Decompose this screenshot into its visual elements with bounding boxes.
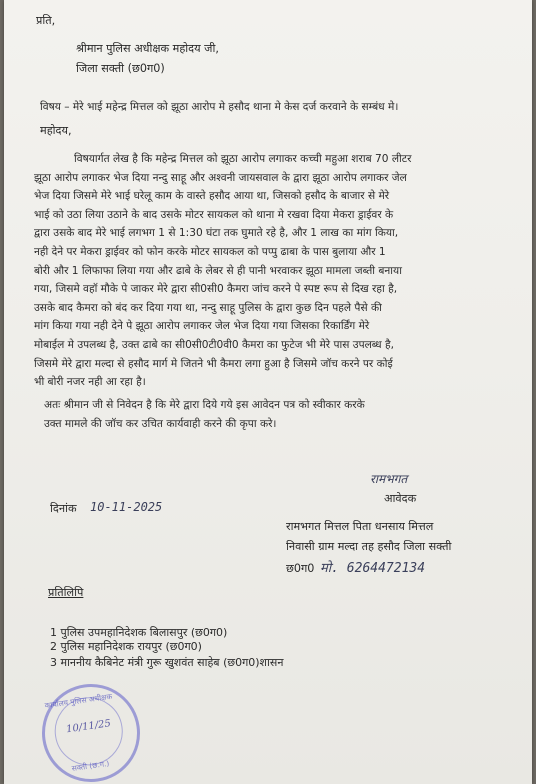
text-line: झूठा आरोप लगाकर भेज दिया नन्दु साहू और अश्वनी जायसवाल के द्वारा झूठा आरोप लगाकर जेल <box>34 171 407 184</box>
request-paragraph <box>44 396 512 433</box>
text-line: भेज दिया जिसमे मेरे भाई घरेलू काम के वास्ते हसौद आया था, जिसको हसौद के बाजार से मेरे <box>34 190 390 203</box>
applicant-name-line: रामभगत मित्तल पिता धनसाय मित्तल <box>286 520 434 533</box>
copy-to-item: 2 पुलिस महानिदेशक रायपुर (छ0ग0) <box>50 640 202 653</box>
date-label: दिनांक <box>50 502 77 515</box>
subject-line: विषय – मेरे भाई महेन्द्र मित्तल को झूठा आरोप मे हसौद थाना मे केस दर्ज करवाने के सम्बंध मे। <box>40 101 399 113</box>
text-line: नही देने पर मेकरा ड्राईवर को फोन करके मोटर सायकल को पप्पु ढाबा के पास बुलाया और 1 <box>34 245 386 258</box>
date-value: 10-11-2025 <box>90 500 163 514</box>
text-line: गया, जिसमे वहॉ मौके पे जाकर मेरे द्वारा सी0सी0 कैमरा जांच करने पे स्पष्ट रूप से दिख रहा है, <box>34 283 398 296</box>
letter-page <box>4 0 532 784</box>
text-line: मोबाईल मे उपलब्ध है, उक्त ढाबे का सी0सी0टी0वी0 कैमरा का फुटेज भी मेरे पास उपलब्ध है, <box>34 338 395 351</box>
body-paragraph <box>34 150 512 392</box>
applicant-mobile: मो. 6264472134 <box>320 561 426 576</box>
text-line: भाई को उठा लिया उठाने के बाद उसके मोटर सायकल को थाना मे रखवा दिया मेकरा ड्राईवर के <box>34 208 394 221</box>
stamp-ring-text-top: कार्यालय पुलिस अधीक्षक <box>44 691 113 711</box>
applicant-state: छ0ग0 <box>286 562 315 575</box>
applicant-address-line: निवासी ग्राम मल्दा तह हसौद जिला सक्ती <box>286 540 452 553</box>
text-line: अतः श्रीमान जी से निवेदन है कि मेरे द्वारा दिये गये इस आवेदन पत्र को स्वीकार करके <box>44 399 365 411</box>
text-line: जिसमे मेरे द्वारा मल्दा से हसौद मार्ग मे जितने भी कैमरा लगा हुआ है जिसमे जॉच करने पर कोई <box>34 357 393 370</box>
stamp-ring-text-bottom: सक्ती (छ.ग.) <box>71 758 110 773</box>
text-line: बोरी और 1 लिफाफा लिया गया और ढाबे के लेबर से ही पानी भरवाकर झूठा मामला जब्ती बनाया <box>34 264 402 277</box>
handwritten-signature: रामभगत <box>370 472 408 486</box>
addressee-line-2: जिला सक्ती (छ0ग0) <box>76 62 165 75</box>
copy-to-item: 1 पुलिस उपमहानिदेशक बिलासपुर (छ0ग0) <box>50 626 228 639</box>
copy-to-item: 3 माननीय कैबिनेट मंत्री गुरू खुशवंत साहेब (छ0ग0)शासन <box>50 656 284 669</box>
salutation: महोदय, <box>40 124 72 137</box>
applicant-role: आवेदक <box>384 492 417 505</box>
copy-to-heading: प्रतिलिपि <box>48 586 84 599</box>
stamp-handwriting: 10/11/25 <box>65 718 112 736</box>
text-line: मांग किया गया नही देने पे झूठा आरोप लगाकर जेल भेज दिया गया जिसका रिकार्डिंग मेरे <box>34 320 370 333</box>
text-line: उसके बाद कैमरा को बंद कर दिया गया था, नन्दु साहू पुलिस के द्वारा कुछ दिन पहले पैसे की <box>34 301 382 314</box>
text-line: भी बोरी नजर नही आ रहा है। <box>34 376 146 389</box>
text-line: उक्त मामले की जॉच कर उचित कार्यवाही करने की कृपा करे। <box>44 417 277 430</box>
text-line: विषयार्गत लेख है कि महेन्द्र मित्तल को झूठा आरोप लगाकर कच्ची महुआ शराब 70 लीटर <box>74 153 412 165</box>
received-stamp <box>36 678 147 784</box>
text-line: द्वारा उसके बाद मेरे भाई लगभग 1 से 1:30 घंटा तक घुमाते रहे है, और 1 लाख का मांग किया, <box>34 227 399 240</box>
addressee-line-1: श्रीमान पुलिस अधीक्षक महोदय जी, <box>76 42 219 55</box>
prati-label: प्रति, <box>36 14 56 27</box>
